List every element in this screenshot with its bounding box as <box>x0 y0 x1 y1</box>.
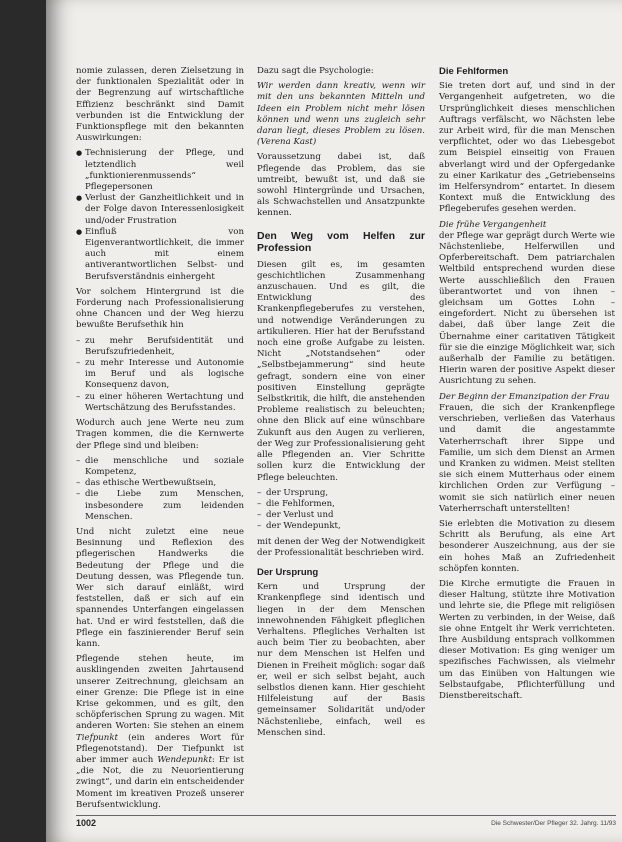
page-number: 1002 <box>76 818 97 828</box>
section-heading: Der Ursprung <box>257 566 319 578</box>
paragraph: der Pflege war geprägt durch Werte wie Nächstenliebe, Helferwillen und Opferbereitschaft. Dem patriarchalen Weltbild entsprechend wurden diese Werte ausschließlich den Frauen überantwortet und von ihnen – gleichsam um Gottes Lohn – eingefordert. Nicht zu übersehen ist dabei, daß über lange Zeit die Übernahme einer caritativen Tätigkeit für sie die einzige Möglichkeit war, sich außerhalb der Familie zu betätigen. Hierin waren der positive Aspekt dieser Ausrichtung zu sehen. <box>439 230 615 387</box>
text-run: (ein anderes Wort für Pflegenotstand). Der Tiefpunkt ist aber immer auch <box>76 732 244 765</box>
paragraph: Dazu sagt die Psychologie: <box>257 66 374 76</box>
paragraph: Sie erlebten die Motivation zu diesem Schritt als Berufung, als eine Art besonderer Auszeichnung, aus der sie ein hohes Maß an Zufriedenheit schöpfen konnten. <box>439 518 615 574</box>
paragraph: Sie treten dort auf, und sind in der Vergangenheit aufgetreten, wo die Ursprünglichkeit dieses menschlichen Auftrags verfälscht, wo Nächsten lebe zur Arbeit wird, für die man Menschen verpflichtet, oder wo das Liebesgebot zum Beispiel einseitig von Frauen abverlangt wird und der Opfergedanke zu einer Karikatur des „Getriebenseins im Helfersyndrom“ entartet. In diesem Kontext muß die Entwicklung des Pflegeberufes gesehen werden. <box>439 81 615 215</box>
document-page <box>46 0 622 842</box>
list-item: – zu mehr Berufsidentität und Berufszufriedenheit, <box>76 336 244 358</box>
text-column-1 <box>76 66 244 815</box>
subheading: Die frühe Vergangenheit <box>439 219 547 230</box>
list-item: – der Ursprung, <box>257 488 425 499</box>
footer-rule <box>76 815 616 816</box>
list-item: – das ethische Wertbewußtsein, <box>76 478 244 489</box>
paragraph <box>76 654 244 811</box>
subheading: Der Beginn der Emanzipation der Frau <box>439 391 610 402</box>
values-list <box>76 456 244 523</box>
paragraph: Frauen, die sich der Krankenpflege verschrieben, verließen das Vaterhaus und damit die angestammte Vaterherrschaft ihrer Sippe und Familie, um sich dem Dienst an Armen und Kranken zu widmen. Meist stellten sie sich einem Mutterhaus oder einem kirchlichen Orden zur Verfügung – womit sie sich natürlich einer neuen Vaterherrschaft unterstellten! <box>439 402 615 514</box>
journal-footer: Die Schwester/Der Pfleger 32. Jahrg. 11/93 <box>491 820 616 827</box>
list-item: – der Wendepunkt, <box>257 521 425 532</box>
list-item: ● Technisierung der Pflege, und letztendlich weil „funktionierenmussends“ Pflegepersonen <box>76 148 244 193</box>
paragraph: Diesen gilt es, im gesamten geschichtlichen Zusammenhang anzuschauen. Und es gilt, die Entwicklung des Krankenpflegeberufes zu verstehen, und notwendige Veränderungen zu artikulieren. Hier hat der Berufsstand noch eine große Aufgabe zu leisten. Nicht „Notstandsehen“ oder „Selbstbejammerung“ sind heute gefragt, sondern eine von einer positiven Einstellung geprägte Selbstkritik, die hilft, die anstehenden Probleme realistisch zu beleuchten; ohne den Blick auf eine wünschbare Zukunft aus den Augen zu verlieren, der Weg zur Professionalisierung geht alle Pflegenden an. Vier Schritte sollen kurz die Entwicklung der Pflege beleuchten. <box>257 259 425 483</box>
bullet-list <box>76 148 244 282</box>
list-item: ● Einfluß von Eigenverantwortlichkeit, die immer auch mit einem antiverantwortlichen Selbst- und Berufsverständnis einhergeht <box>76 227 244 283</box>
list-item: – zu mehr Interesse und Autonomie im Beruf und als logische Konsequenz davon, <box>76 358 244 392</box>
list-item: ● Verlust der Ganzheitlichkeit und in der Folge davon Interessenlosigkeit und/oder Frustration <box>76 193 244 227</box>
paragraph: Die Kirche ermutigte die Frauen in dieser Haltung, stützte ihre Motivation und lehrte sie, die Pflege mit religiösen Werten zu verbinden, in der Weise, daß sie ohne Entgelt ihr Werk verrichteten. Ihre Ausbildung entsprach vollkommen dieser Motivation: Es ging weniger um spezifisches Fachwissen, als vielmehr um das Einüben von Haltungen wie Selbstaufgabe, Pflichterfüllung und Dienstbereitschaft. <box>439 578 615 701</box>
emphasis: Wendepunkt <box>157 754 212 765</box>
paragraph: mit denen der Weg der Notwendigkeit der Professionalität beschrieben wird. <box>257 536 425 558</box>
paragraph: nomie zulassen, deren Zielsetzung in der funktionalen Spezialität oder in der Begrenzung auf wirtschaftliche Effizienz beschränkt sind Damit verbunden ist die Entwicklung der Funktionspflege mit den bekannten Auswirkungen: <box>76 66 244 144</box>
steps-list <box>257 488 425 533</box>
paragraph: Vor solchem Hintergrund ist die Forderung nach Professionalisierung ohne Chancen und der Weg hierzu bewußte Berufsethik hin <box>76 286 244 331</box>
list-item: – die Fehlformen, <box>257 499 425 510</box>
dash-list <box>76 336 244 414</box>
paragraph: Und nicht zuletzt eine neue Besinnung und Reflexion des pflegerischen Handwerks die Bedeutung der Pflege und die Deutung dessen, was Pflegende tun. Wer sich darauf einläßt, wird feststellen, daß er sich auf ein spannendes Unterfangen eingelassen hat. Und er wird feststellen, daß die Pflege ein faszinierender Beruf sein kann. <box>76 526 244 649</box>
text-run: Pflegende stehen heute, im ausklingenden zweiten Jahrtausend unserer Zeitrechnung, gleichsam an einer Grenze: Die Pflege ist in eine Krise gekommen, und es gilt, den schöpferischen Sprung zu wagen. Mit anderen Worten: Sie stehen an einem <box>76 654 244 732</box>
paragraph: Kern und Ursprung der Krankenpflege sind identisch und liegen in der dem Menschen innewohnenden Fähigkeit pfleglichen Verhaltens. Pflegliches Verhalten ist auch beim Tier zu beobachten, aber nur dem Menschen ist Helfen und Dienen in Freiheit möglich: sogar daß er, weil er sich selbst bejaht, auch selbstlos dienen kann. Hier geschieht Hilfeleistung auf der Basis gemeinsamer Solidarität und/oder Nächstenliebe, einfach, weil es Menschen sind. <box>257 582 425 738</box>
text-run: : Er ist „die Not, die zu Neuorientierung zwingt“, und darin ein entscheidender Moment im kreativen Prozeß unserer Berufsentwicklung. <box>76 754 244 810</box>
list-item: – der Verlust und <box>257 510 425 521</box>
list-item: – die Liebe zum Menschen, insbesondere zum leidenden Menschen. <box>76 489 244 523</box>
section-heading: Die Fehlformen <box>439 66 509 77</box>
quote: Wir werden dann kreativ, wenn wir mit den uns bekannten Mitteln und Ideen ein Problem nicht mehr lösen können und wenn uns zugleich sehr daran liegt, dieses Problem zu lösen. (Verena Kast) <box>257 81 425 148</box>
list-item: – die menschliche und soziale Kompetenz, <box>76 456 244 478</box>
paragraph: Voraussetzung dabei ist, daß Pflegende das Problem, das sie umtreibt, bewußt ist, und daß sie sowohl Hintergründe und Ursachen, als Schwachstellen und Ansatzpunkte kennen. <box>257 152 425 219</box>
list-item: – zu einer höheren Wertachtung und Wertschätzung des Berufsstandes. <box>76 392 244 414</box>
text-column-2 <box>257 66 425 743</box>
section-heading: Den Weg vom Helfen zur Profession <box>257 229 425 254</box>
emphasis: Tiefpunkt <box>76 732 118 743</box>
text-column-3 <box>439 66 615 706</box>
paragraph: Wodurch auch jene Werte neu zum Tragen kommen, die die Kernwerte der Pflege sind und bleiben: <box>76 418 244 451</box>
